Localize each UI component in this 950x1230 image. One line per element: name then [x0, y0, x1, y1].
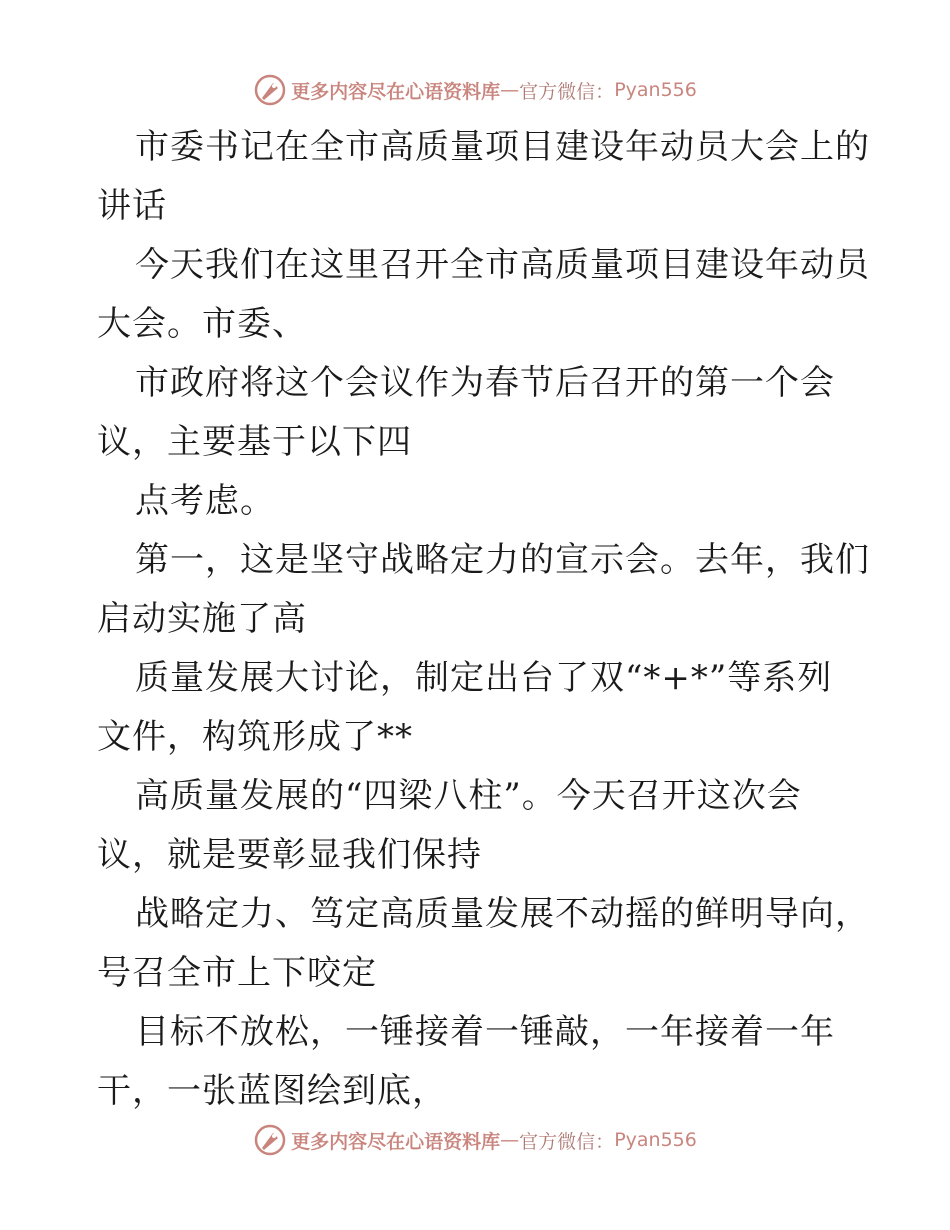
text-line-5: 市政府将这个会议作为春节后召开的第一个会: [135, 363, 835, 403]
pen-nib-logo-icon: [253, 1123, 287, 1157]
header-watermark: [0, 70, 950, 110]
text-line-7: 点考虑。: [135, 481, 275, 521]
watermark-main-text: 更多内容尽在心语资料库: [291, 1130, 501, 1153]
watermark-dash: —: [500, 79, 520, 101]
text-line-3: 今天我们在这里召开全市高质量项目建设年动员: [135, 245, 870, 285]
watermark-dash: —: [500, 1129, 520, 1151]
footer-watermark: [0, 1120, 950, 1160]
text-line-6: 议，主要基于以下四: [97, 422, 412, 462]
watermark-main-text: 更多内容尽在心语资料库: [291, 80, 501, 103]
text-line-1: 市委书记在全市高质量项目建设年动员大会上的: [135, 127, 870, 167]
text-line-16: 目标不放松，一锤接着一锤敲，一年接着一年: [135, 1012, 835, 1052]
watermark-sub-text: 官方微信：: [519, 80, 615, 103]
text-line-15: 号召全市上下咬定: [97, 953, 377, 993]
pen-nib-logo-icon: [253, 73, 287, 107]
text-line-2: 讲话: [97, 186, 167, 226]
text-line-4: 大会。市委、: [97, 304, 307, 344]
text-line-9: 启动实施了高: [97, 599, 307, 639]
text-line-13: 议，就是要彰显我们保持: [97, 835, 482, 875]
watermark-sub-text: 官方微信：: [519, 1130, 615, 1153]
document-body: [97, 118, 870, 1121]
watermark-wechat-id: Pyan556: [614, 79, 697, 101]
text-line-10: 质量发展大讨论，制定出台了双“*+*”等系列: [135, 658, 833, 698]
text-line-12: 高质量发展的“四梁八柱”。今天召开这次会: [135, 776, 802, 816]
text-line-17: 干，一张蓝图绘到底，: [97, 1071, 447, 1111]
text-line-11: 文件，构筑形成了**: [97, 717, 413, 757]
text-line-14: 战略定力、笃定高质量发展不动摇的鲜明导向，: [135, 894, 870, 934]
text-line-8: 第一，这是坚守战略定力的宣示会。去年，我们: [135, 540, 870, 580]
watermark-wechat-id: Pyan556: [614, 1129, 697, 1151]
